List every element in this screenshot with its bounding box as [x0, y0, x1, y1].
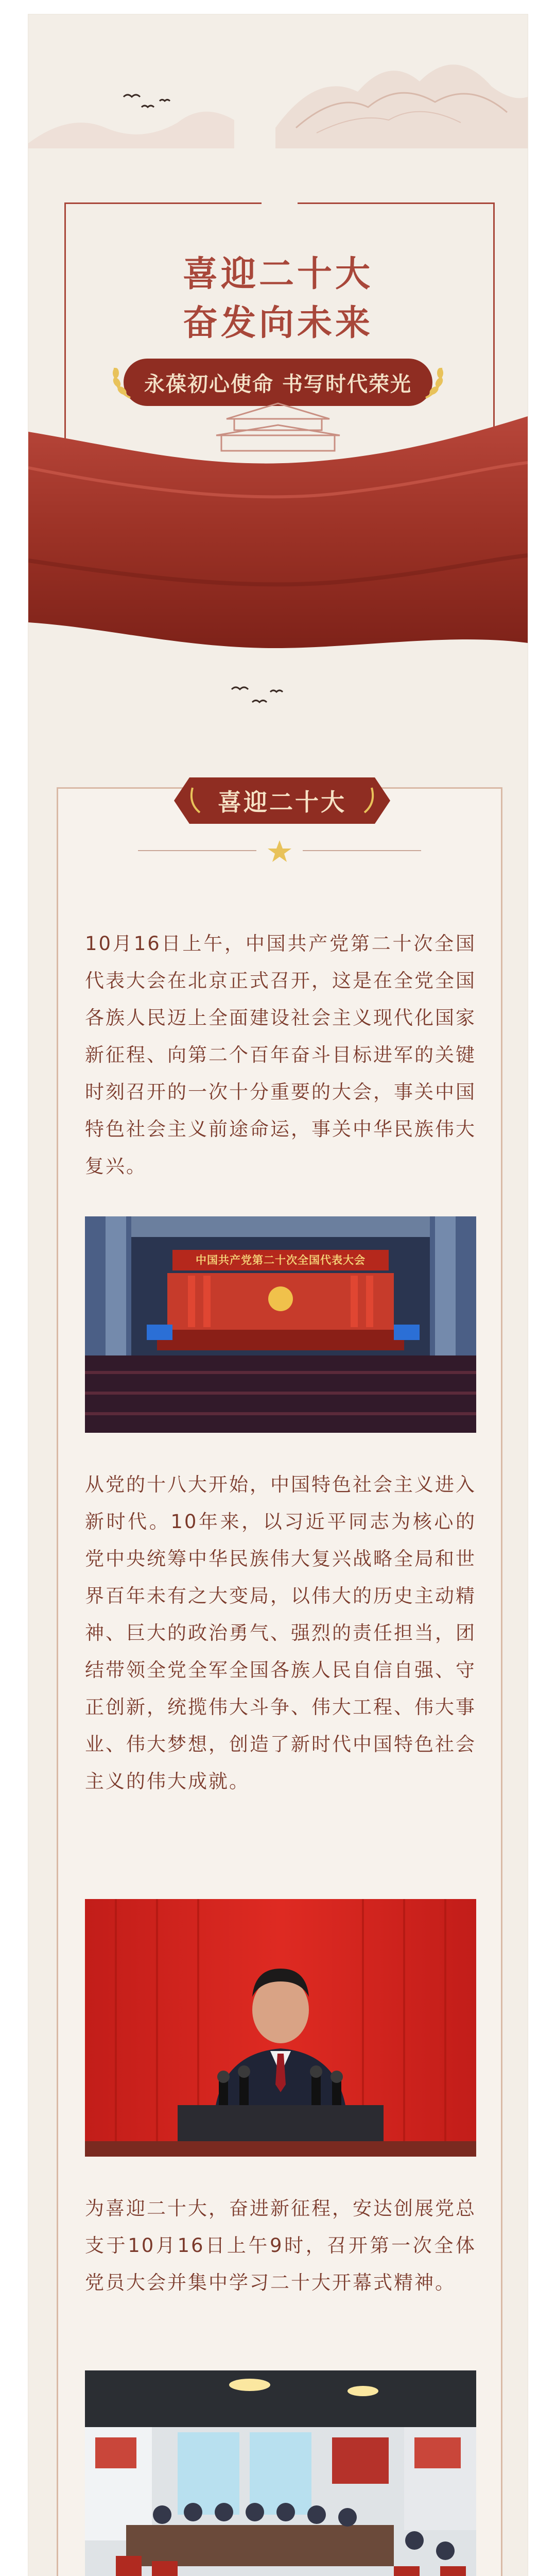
- right-laurel-icon: [420, 364, 450, 401]
- paragraph-3: 为喜迎二十大，奋进新征程，安达创展党总支于10月16日上午9时，召开第一次全体党员大会并集中学习二十大开幕式精神。: [85, 2197, 476, 2294]
- poster-page: [28, 14, 528, 2576]
- congress-hall-photo: [85, 1216, 476, 1433]
- section-badge: [169, 772, 395, 829]
- congress-banner-text: 中国共产党第二十次全国代表大会: [196, 1254, 366, 1266]
- birds-icon: [229, 679, 291, 715]
- red-silk-drape: [28, 406, 528, 664]
- meeting-room-photo-1: [85, 2370, 476, 2576]
- speaker-photo: [85, 1899, 476, 2157]
- star-divider: [138, 835, 421, 866]
- hero-section: [28, 14, 528, 664]
- hero-title-line2: 奋发向未来: [182, 302, 373, 344]
- paragraph-2: 从党的十八大开始，中国特色社会主义进入新时代。10年来，以习近平同志为核心的党中央统筹中华民族伟大复兴战略全局和世界百年未有之大变局，以伟大的历史主动精神、巨大的政治勇气、强烈的责任担当，团结带领全党全军全国各族人民自信自强、守正创新，统揽伟大斗争、伟大工程、伟大事业、伟大梦想，创造了新时代中国特色社会主义的伟大成就。: [85, 1473, 476, 1792]
- slogan-text: 永葆初心使命 书写时代荣光: [144, 372, 412, 396]
- frame-notch: [262, 197, 298, 211]
- birds-icon: [121, 87, 183, 117]
- hero-title-line1: 喜迎二十大: [182, 253, 373, 295]
- ink-mountains-illustration: [28, 25, 528, 190]
- section-badge-label: 喜迎二十大: [218, 788, 346, 816]
- content-card: [57, 787, 502, 2576]
- paragraph-1: 10月16日上午，中国共产党第二十次全国代表大会在北京正式召开，这是在全党全国各族人民迈上全面建设社会主义现代化国家新征程、向第二个百年奋斗目标进军的关键时刻召开的一次十分重要的大会，事关中国特色社会主义前途命运，事关中华民族伟大复兴。: [85, 933, 476, 1177]
- left-laurel-icon: [106, 364, 136, 401]
- star-icon: [268, 840, 291, 862]
